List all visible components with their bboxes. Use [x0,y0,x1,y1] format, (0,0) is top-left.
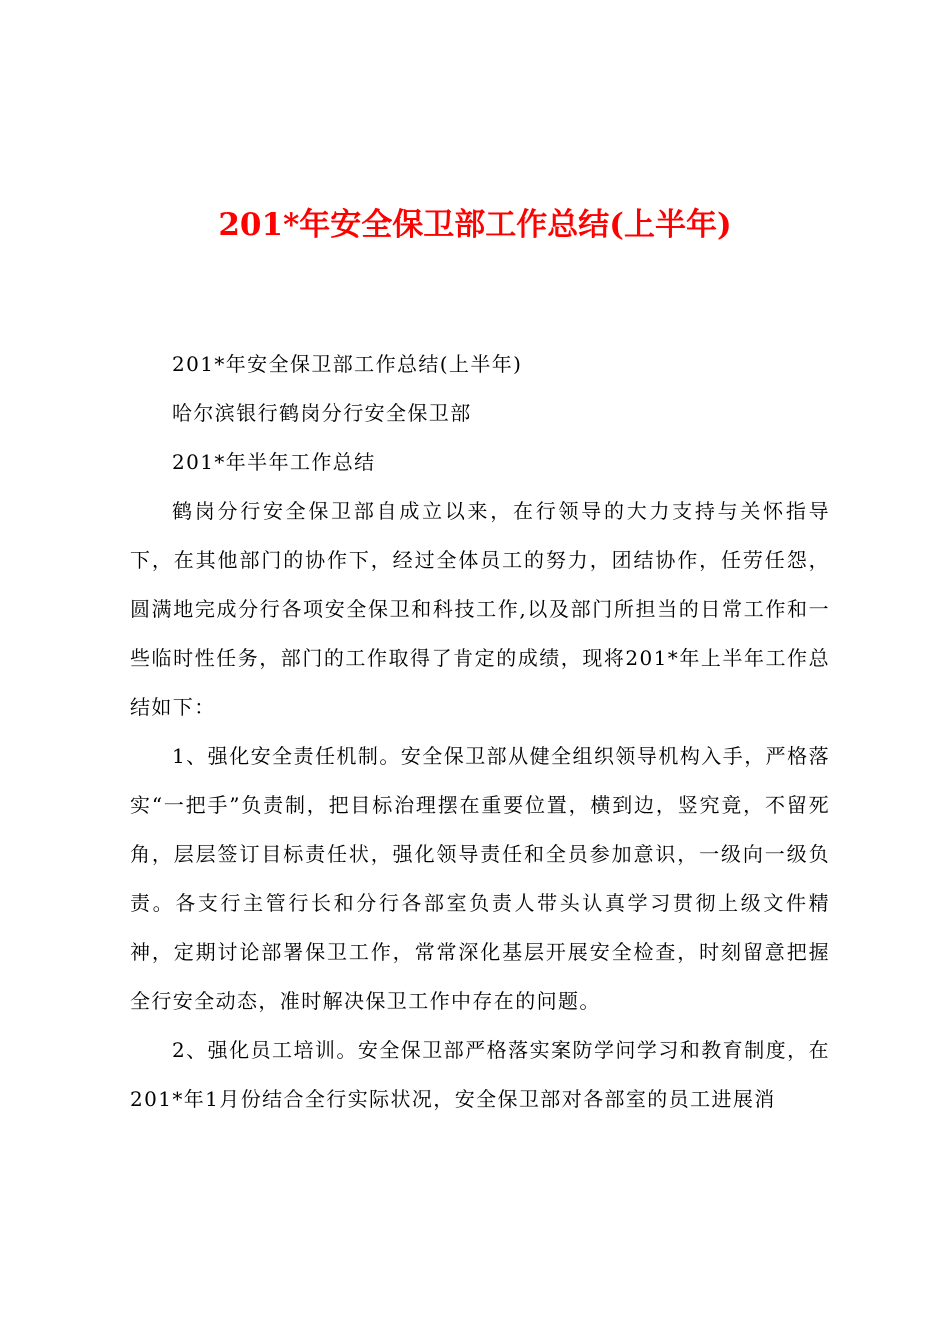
paragraph-training: 2、强化员工培训。安全保卫部严格落实案防学问学习和教育制度，在201*年1月份结合全行实际状况，安全保卫部对各部室的员工进展消 [130,1038,830,1111]
paragraph-responsibility: 1、强化安全责任机制。安全保卫部从健全组织领导机构入手，严格落实“一把手”负责制，把目标治理摆在重要位置，横到边，竖究竟，不留死角，层层签订目标责任状，强化领导责任和全员参加意识，一级向一级负责。各支行主管行长和分行各部室负责人带头认真学习贯彻上级文件精神，定期讨论部署保卫工作，常常深化基层开展安全检查，时刻留意把握全行安全动态，准时解决保卫工作中存在的问题。 [130,744,830,1013]
header-line-summary: 201*年半年工作总结 [172,450,376,474]
document-title: 201*年安全保卫部工作总结(上半年) [218,207,732,243]
header-line-title: 201*年安全保卫部工作总结(上半年) [172,352,523,376]
header-line-department: 哈尔滨银行鹤岗分行安全保卫部 [172,401,472,425]
document-body [130,340,830,1124]
paragraph-intro: 鹤岗分行安全保卫部自成立以来，在行领导的大力支持与关怀指导下，在其他部门的协作下，经过全体员工的努力，团结协作，任劳任怨，圆满地完成分行各项安全保卫和科技工作,以及部门所担当的日常工作和一些临时性任务，部门的工作取得了肯定的成绩，现将201*年上半年工作总结如下： [130,499,830,719]
